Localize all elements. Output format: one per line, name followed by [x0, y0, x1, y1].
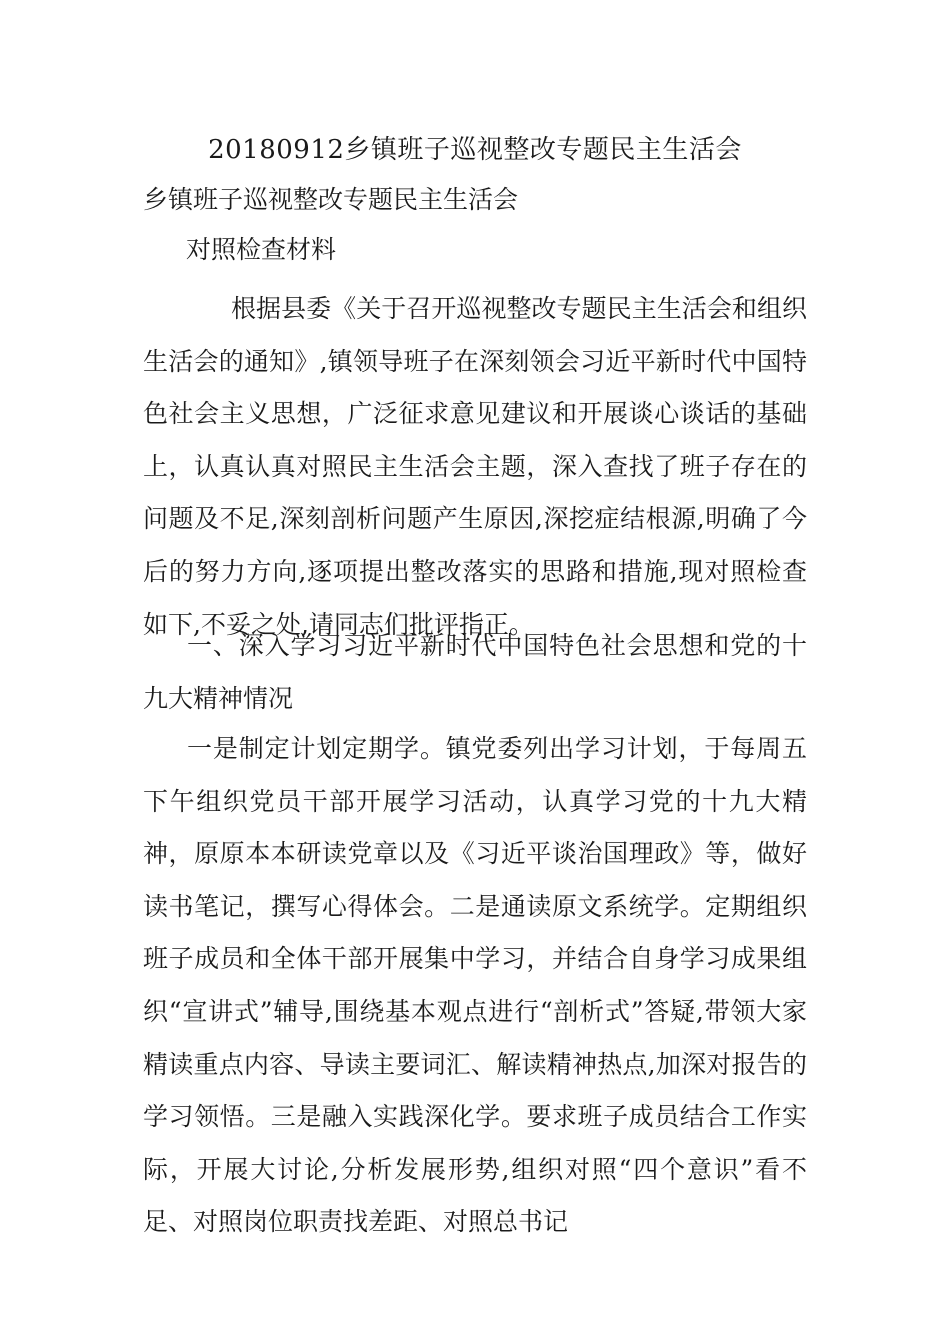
paragraph-study: 一是制定计划定期学。镇党委列出学习计划，于每周五下午组织党员干部开展学习活动，认真学习党的十九大精神，原原本本研读党章以及《习近平谈治国理政》等，做好读书笔记，撰写心得体会。二是通读原文系统学。定期组织班子成员和全体干部开展集中学习，并结合自身学习成果组织“宣讲式”辅导,围绕基本观点进行“剖析式”答疑,带领大家精读重点内容、导读主要词汇、解读精神热点,加深对报告的学习领悟。三是融入实践深化学。要求班子成员结合工作实际，开展大讨论,分析发展形势,组织对照“四个意识”看不足、对照岗位职责找差距、对照总书记: [143, 734, 807, 1237]
document-subtitle: 乡镇班子巡视整改专题民主生活会: [143, 185, 519, 214]
document-subtitle-2: 对照检查材料: [186, 235, 337, 264]
section-heading-1: 一、深入学习习近平新时代中国特色社会思想和党的十九大精神情况: [143, 631, 807, 713]
document-title: 20180912乡镇班子巡视整改专题民主生活会: [208, 135, 742, 165]
paragraph-intro: 根据县委《关于召开巡视整改专题民主生活会和组织生活会的通知》,镇领导班子在深刻领会习近平新时代中国特色社会主义思想，广泛征求意见建议和开展谈心谈话的基础上，认真认真对照民主生活会主题，深入查找了班子存在的问题及不足,深刻剖析问题产生原因,深挖症结根源,明确了今后的努力方向,逐项提出整改落实的思路和措施,现对照检查如下,不妥之处,请同志们批评指正。: [143, 294, 807, 639]
